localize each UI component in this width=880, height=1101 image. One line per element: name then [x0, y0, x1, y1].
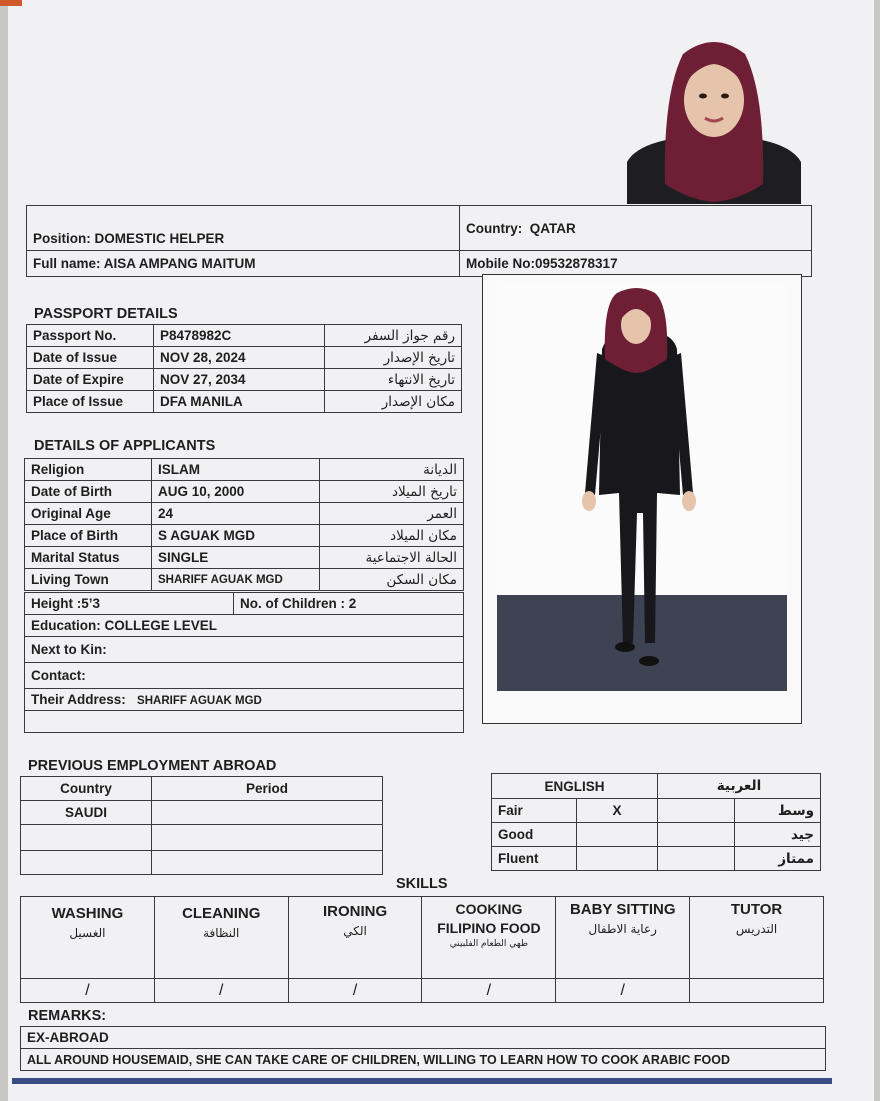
skill-cooking-ar: طهي الطعام الفلبيني — [449, 939, 529, 949]
date-of-issue-value: NOV 28, 2024 — [154, 347, 325, 369]
header-table — [26, 205, 812, 277]
religion-label: Religion — [25, 459, 152, 481]
address-label: Their Address: — [31, 692, 126, 707]
skill-cleaning-mark: / — [154, 979, 288, 1003]
contact-field: Contact: — [25, 663, 464, 689]
skill-cooking — [422, 897, 556, 979]
fluent-arabic-mark — [658, 847, 735, 871]
passport-no-value: P8478982C — [154, 325, 325, 347]
living-town-arabic: مكان السكن — [320, 569, 464, 591]
education-field: Education: COLLEGE LEVEL — [25, 615, 464, 637]
passport-no-label: Passport No. — [27, 325, 154, 347]
place-of-issue-arabic: مكان الإصدار — [325, 391, 462, 413]
good-arabic-label: جيد — [735, 823, 821, 847]
living-town-label: Living Town — [25, 569, 152, 591]
employment-col-country: Country — [21, 777, 152, 801]
skill-washing-en: WASHING — [51, 905, 124, 922]
skill-baby-sitting-ar: رعاية الاطفال — [588, 922, 657, 936]
applicant-extra-table — [24, 592, 464, 733]
skill-cleaning — [154, 897, 288, 979]
employment-period-3 — [152, 851, 383, 875]
fluent-english-mark — [577, 847, 658, 871]
remarks-title: REMARKS: — [28, 1008, 107, 1024]
date-of-birth-label: Date of Birth — [25, 481, 152, 503]
skill-washing-ar: الغسيل — [69, 926, 106, 940]
place-of-birth-label: Place of Birth — [25, 525, 152, 547]
skill-baby-sitting — [556, 897, 690, 979]
applicant-table — [24, 458, 464, 591]
skill-tutor-en: TUTOR — [730, 901, 783, 918]
employment-period-2 — [152, 825, 383, 851]
remarks-line-2: ALL AROUND HOUSEMAID, SHE CAN TAKE CARE OF CHILDREN, WILLING TO LEARN HOW TO COOK ARABIC FOOD — [21, 1049, 826, 1071]
applicant-section-title: DETAILS OF APPLICANTS — [34, 438, 216, 454]
fluent-label: Fluent — [492, 847, 577, 871]
skill-tutor-ar: التدريس — [735, 922, 778, 936]
employment-country-3 — [21, 851, 152, 875]
skills-section-title: SKILLS — [396, 876, 448, 892]
employment-col-period: Period — [152, 777, 383, 801]
place-of-birth-value: S AGUAK MGD — [152, 525, 320, 547]
date-of-expire-label: Date of Expire — [27, 369, 154, 391]
passport-table — [26, 324, 462, 413]
skill-ironing — [288, 897, 422, 979]
date-of-birth-arabic: تاريخ الميلاد — [320, 481, 464, 503]
mobile-field: Mobile No:09532878317 — [460, 251, 812, 277]
skill-tutor — [690, 897, 824, 979]
full-body-photo — [497, 283, 787, 691]
date-of-expire-arabic: تاريخ الانتهاء — [325, 369, 462, 391]
date-of-birth-value: AUG 10, 2000 — [152, 481, 320, 503]
skill-ironing-mark: / — [288, 979, 422, 1003]
skill-baby-sitting-en: BABY SITTING — [569, 901, 676, 918]
folder-edge — [0, 0, 22, 6]
employment-period-1 — [152, 801, 383, 825]
original-age-label: Original Age — [25, 503, 152, 525]
place-of-issue-value: DFA MANILA — [154, 391, 325, 413]
good-arabic-mark — [658, 823, 735, 847]
good-label: Good — [492, 823, 577, 847]
marital-status-label: Marital Status — [25, 547, 152, 569]
address-field — [25, 689, 464, 711]
arabic-header: العربية — [658, 774, 821, 799]
employment-country-1: SAUDI — [21, 801, 152, 825]
skill-cleaning-ar: النظافة — [203, 926, 240, 940]
religion-arabic: الديانة — [320, 459, 464, 481]
skill-cleaning-en: CLEANING — [182, 905, 261, 922]
fluent-arabic-label: ممتاز — [735, 847, 821, 871]
original-age-value: 24 — [152, 503, 320, 525]
employment-table — [20, 776, 383, 875]
date-of-issue-label: Date of Issue — [27, 347, 154, 369]
full-name-field: Full name: AISA AMPANG MAITUM — [27, 251, 460, 277]
fair-english-mark: X — [577, 799, 658, 823]
place-of-birth-arabic: مكان الميلاد — [320, 525, 464, 547]
skill-washing — [21, 897, 155, 979]
skill-washing-mark: / — [21, 979, 155, 1003]
religion-value: ISLAM — [152, 459, 320, 481]
country-value: QATAR — [529, 220, 576, 236]
language-table — [491, 773, 821, 871]
address-value: SHARIFF AGUAK MGD — [137, 695, 262, 707]
passport-no-arabic: رقم جواز السفر — [325, 325, 462, 347]
skill-ironing-ar: الكي — [343, 924, 367, 938]
skill-tutor-mark — [690, 979, 824, 1003]
date-of-issue-arabic: تاريخ الإصدار — [325, 347, 462, 369]
living-town-value: SHARIFF AGUAK MGD — [152, 569, 320, 591]
headshot-photo — [627, 34, 801, 204]
place-of-issue-label: Place of Issue — [27, 391, 154, 413]
english-header: ENGLISH — [492, 774, 658, 799]
skills-table — [20, 896, 824, 1003]
employment-section-title: PREVIOUS EMPLOYMENT ABROAD — [28, 758, 277, 774]
fair-label: Fair — [492, 799, 577, 823]
next-of-kin-field: Next to Kin: — [25, 637, 464, 663]
skill-ironing-en: IRONING — [322, 903, 388, 920]
fair-arabic-label: وسط — [735, 799, 821, 823]
good-english-mark — [577, 823, 658, 847]
date-of-expire-value: NOV 27, 2034 — [154, 369, 325, 391]
height-field: Height :5’3 — [25, 593, 234, 615]
original-age-arabic: العمر — [320, 503, 464, 525]
skill-cooking-en2: FILIPINO FOOD — [437, 920, 541, 936]
country-label: Country: — [466, 220, 523, 236]
fair-arabic-mark — [658, 799, 735, 823]
children-field: No. of Children : 2 — [234, 593, 464, 615]
skill-cooking-mark: / — [422, 979, 556, 1003]
country-field — [460, 206, 812, 251]
footer-bar — [12, 1078, 832, 1084]
blank-row — [25, 711, 464, 733]
passport-section-title: PASSPORT DETAILS — [34, 306, 178, 322]
marital-status-value: SINGLE — [152, 547, 320, 569]
marital-status-arabic: الحالة الاجتماعية — [320, 547, 464, 569]
employment-country-2 — [21, 825, 152, 851]
skill-cooking-en: COOKING — [455, 901, 523, 917]
remarks-line-1: EX-ABROAD — [21, 1027, 826, 1049]
remarks-table — [20, 1026, 826, 1071]
position-field: Position: DOMESTIC HELPER — [27, 206, 460, 251]
skill-baby-sitting-mark: / — [556, 979, 690, 1003]
